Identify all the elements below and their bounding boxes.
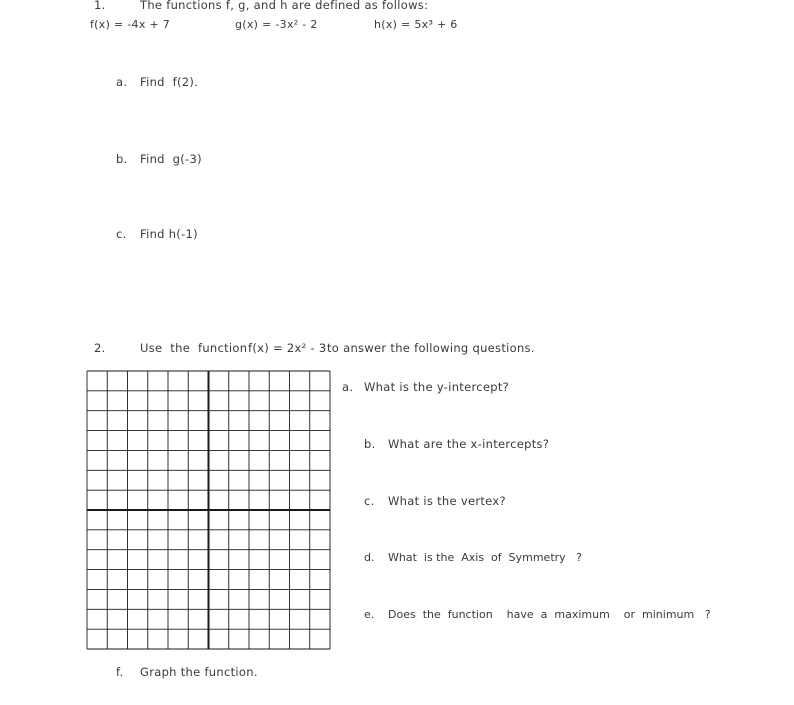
q2a-letter: a. bbox=[342, 380, 354, 394]
q2f-text: Graph the function. bbox=[140, 665, 258, 679]
q2a-text: What is the y-intercept? bbox=[364, 380, 510, 394]
q1a-text: Find f(2). bbox=[140, 75, 199, 89]
h-definition: h(x) = 5x³ + 6 bbox=[374, 18, 458, 31]
q1-number: 1. bbox=[94, 0, 106, 12]
q2-intro-post: to answer the following questions. bbox=[327, 341, 535, 355]
q2e-text: Does the function have a maximum or minimum ? bbox=[388, 608, 711, 621]
q2b-letter: b. bbox=[364, 437, 376, 451]
q1b-text: Find g(-3) bbox=[140, 152, 202, 166]
q2-number: 2. bbox=[94, 341, 106, 355]
g-definition: g(x) = -3x² - 2 bbox=[235, 18, 318, 31]
q2c-text: What is the vertex? bbox=[388, 494, 506, 508]
q2d-letter: d. bbox=[364, 551, 375, 564]
q2f-letter: f. bbox=[116, 665, 124, 679]
f-definition: f(x) = -4x + 7 bbox=[90, 18, 171, 31]
q2d-text: What is the Axis of Symmetry ? bbox=[388, 551, 582, 564]
q2b-text: What are the x-intercepts? bbox=[388, 437, 550, 451]
q1b-letter: b. bbox=[116, 152, 128, 166]
q1c-letter: c. bbox=[116, 227, 127, 241]
q2c-letter: c. bbox=[364, 494, 375, 508]
q1a-letter: a. bbox=[116, 75, 128, 89]
q2-intro-pre: Use the function bbox=[140, 341, 248, 355]
q1-intro: The functions f, g, and h are defined as follows: bbox=[140, 0, 429, 12]
q2-function: f(x) = 2x² - 3 bbox=[248, 341, 327, 355]
q1c-text: Find h(-1) bbox=[140, 227, 198, 241]
q2e-letter: e. bbox=[364, 608, 375, 621]
coordinate-grid bbox=[86, 370, 332, 650]
